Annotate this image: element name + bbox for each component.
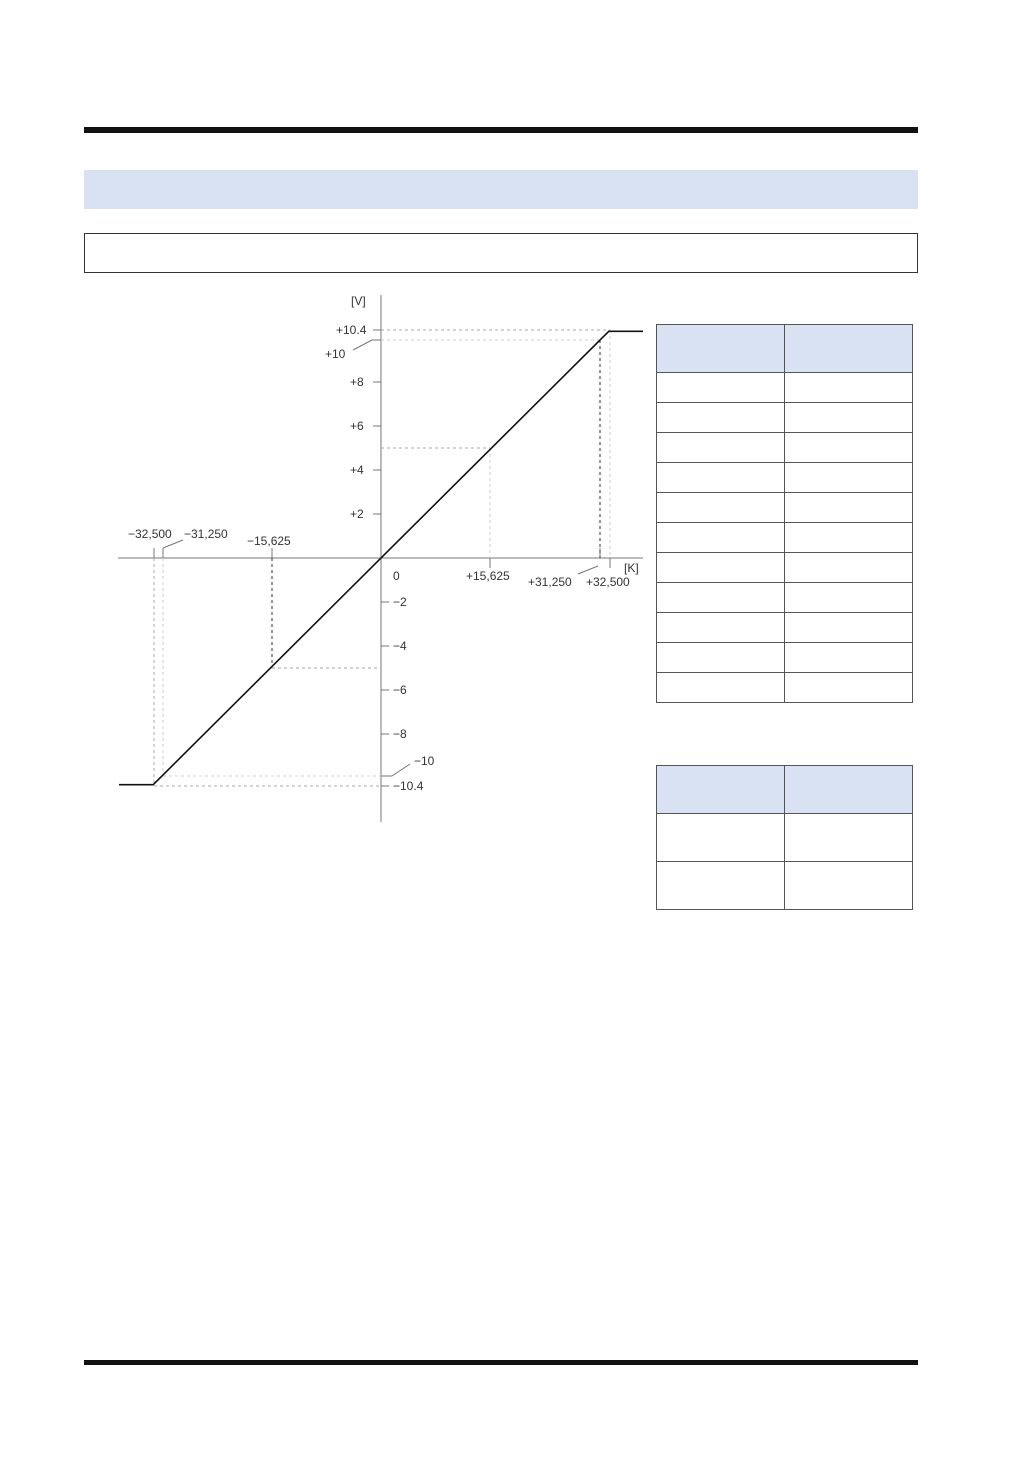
table-cell xyxy=(657,373,785,403)
leader-line xyxy=(392,764,410,776)
table-header-cell xyxy=(785,325,913,373)
bottom-rule xyxy=(84,1360,918,1365)
table-cell xyxy=(657,673,785,703)
table-header-cell xyxy=(657,766,785,814)
y-tick-label: −8 xyxy=(393,727,407,741)
table-cell xyxy=(657,493,785,523)
table-cell xyxy=(785,463,913,493)
y-tick-label: +4 xyxy=(350,463,364,477)
table-cell xyxy=(657,433,785,463)
y-tick-label: −10 xyxy=(414,754,435,768)
table-cell xyxy=(785,553,913,583)
y-tick-label: −6 xyxy=(393,683,407,697)
table-cell xyxy=(657,553,785,583)
table-cell xyxy=(785,433,913,463)
x-tick-label: 0 xyxy=(393,569,400,583)
leader-line xyxy=(578,566,598,574)
table-cell xyxy=(657,814,785,862)
table-header-cell xyxy=(785,766,913,814)
x-tick-label: +31,250 xyxy=(528,575,572,589)
table-cell xyxy=(785,613,913,643)
y-tick-label: +10.4 xyxy=(336,323,367,337)
x-tick-label: +32,500 xyxy=(586,575,630,589)
data-table-secondary xyxy=(656,765,913,910)
y-tick-label: −10.4 xyxy=(393,779,424,793)
x-tick-label: −31,250 xyxy=(184,527,228,541)
x-tick-label: −32,500 xyxy=(128,527,172,541)
y-tick-label: +6 xyxy=(350,419,364,433)
table-cell xyxy=(657,523,785,553)
y-tick-label: +2 xyxy=(350,507,364,521)
y-axis-label: [V] xyxy=(351,294,366,308)
table-cell xyxy=(657,583,785,613)
table-cell xyxy=(657,463,785,493)
y-tick-label: +10 xyxy=(325,347,346,361)
table-cell xyxy=(785,673,913,703)
table-cell xyxy=(657,643,785,673)
table-header-cell xyxy=(657,325,785,373)
table-cell xyxy=(785,643,913,673)
table-cell xyxy=(785,862,913,910)
table-cell xyxy=(657,862,785,910)
table-cell xyxy=(785,493,913,523)
table-cell xyxy=(785,583,913,613)
leader-line xyxy=(163,540,183,548)
table-cell xyxy=(785,523,913,553)
x-tick-label: +15,625 xyxy=(466,569,510,583)
x-tick-label: −15,625 xyxy=(247,534,291,548)
leader-line xyxy=(353,340,372,350)
y-tick-label: +8 xyxy=(350,375,364,389)
table-cell xyxy=(785,373,913,403)
table-cell xyxy=(785,814,913,862)
table-cell xyxy=(657,613,785,643)
y-tick-label: −2 xyxy=(393,595,407,609)
table-cell xyxy=(785,403,913,433)
y-tick-label: −4 xyxy=(393,639,407,653)
data-table-main xyxy=(656,324,913,703)
x-axis-label: [K] xyxy=(624,561,639,575)
table-cell xyxy=(657,403,785,433)
